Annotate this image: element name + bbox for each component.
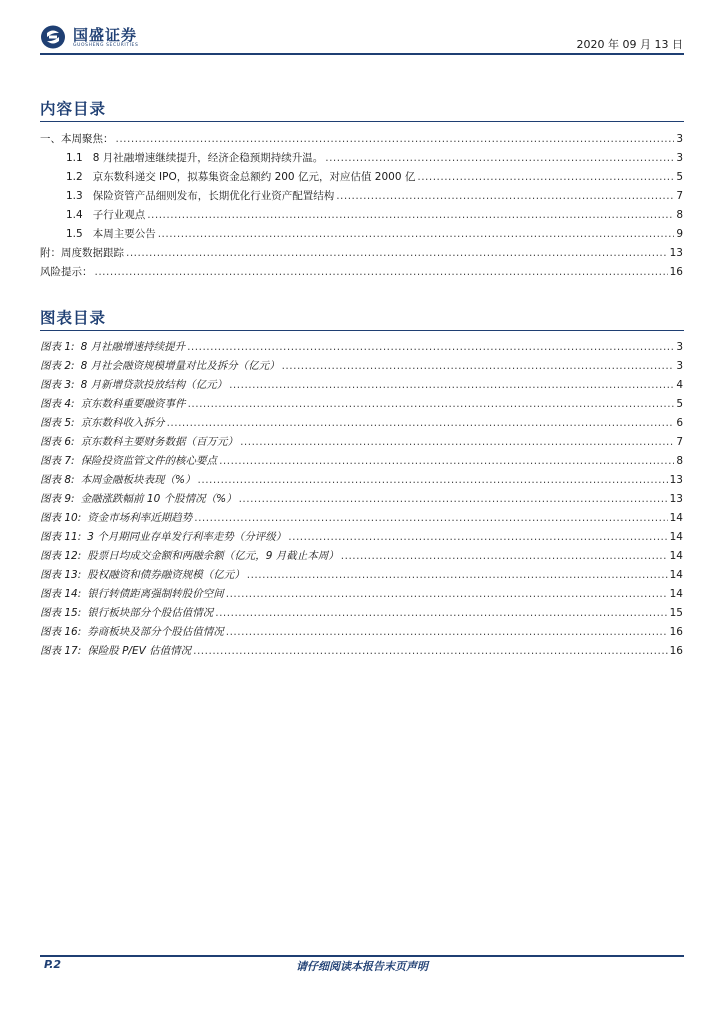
figure-entry[interactable] (40, 587, 683, 601)
toc-entry-text: 京东数科递交 IPO，拟募集资金总额约 200 亿元，对应估值 2000 亿 (92, 171, 416, 183)
figure-entry[interactable] (40, 435, 683, 449)
toc-entry-text: 子行业观点 (92, 209, 146, 221)
toc-entry-number: 1.5 (66, 228, 83, 240)
figures-title: 图表目录 (40, 309, 107, 327)
footer-disclaimer: 请仔细阅读本报告末页声明 (296, 960, 428, 973)
toc-entry[interactable] (66, 189, 683, 203)
toc-entry-page: 7 (676, 190, 683, 202)
figure-leader (229, 378, 674, 392)
toc-entry-number: 1.2 (66, 171, 83, 183)
figure-entry[interactable] (40, 340, 683, 354)
toc-entry-page: 13 (669, 247, 683, 259)
figure-leader (193, 644, 668, 658)
figure-entry-text: 本周金融板块表现（%） (80, 474, 196, 486)
figure-entry-text: 股权融资和债券融资规模（亿元） (87, 569, 245, 581)
toc-entry[interactable] (66, 170, 683, 184)
figure-entry-text: 股票日均成交金额和两融余额（亿元，9 月截止本周） (87, 550, 339, 562)
figure-entry[interactable] (40, 568, 683, 582)
figure-entry-label: 图表 10: (40, 512, 82, 524)
figure-entry-page: 6 (676, 417, 683, 429)
toc-leader (336, 189, 674, 203)
figure-entry-text: 3 个月期同业存单发行利率走势（分评级） (87, 531, 287, 543)
toc-leader (95, 265, 668, 279)
figure-entry[interactable] (40, 378, 683, 392)
company-name: 国盛证券 (73, 26, 138, 44)
figure-leader (226, 587, 668, 601)
figure-entry[interactable] (40, 397, 683, 411)
figure-entry-label: 图表 16: (40, 626, 82, 638)
figure-entry-page: 14 (669, 569, 683, 581)
figure-leader (187, 340, 674, 354)
figure-leader (198, 473, 668, 487)
figure-entry[interactable] (40, 454, 683, 468)
figure-entry-page: 7 (676, 436, 683, 448)
figure-entry[interactable] (40, 359, 683, 373)
figure-leader (239, 492, 668, 506)
figure-entry[interactable] (40, 492, 683, 506)
toc-entry[interactable] (40, 246, 683, 260)
toc-entry-text: 保险资管产品细则发布，长期优化行业资产配置结构 (92, 190, 335, 202)
figure-entry[interactable] (40, 549, 683, 563)
figure-entry-page: 8 (676, 455, 683, 467)
footer-divider (40, 955, 684, 957)
figure-entry-label: 图表 12: (40, 550, 82, 562)
figure-entry-label: 图表 7: (40, 455, 75, 467)
toc-entry-text: 风险提示： (40, 266, 93, 278)
toc-leader (116, 132, 675, 146)
figure-entry-text: 8 月社会融资规模增量对比及拆分（亿元） (80, 360, 280, 372)
figure-leader (288, 530, 667, 544)
figure-entry-page: 3 (676, 360, 683, 372)
figure-entry-label: 图表 15: (40, 607, 82, 619)
toc-entry-text: 附：周度数据跟踪 (40, 247, 124, 259)
figure-entry-label: 图表 8: (40, 474, 75, 486)
toc-leader (417, 170, 674, 184)
figure-entry[interactable] (40, 530, 683, 544)
toc-entry-page: 8 (676, 209, 683, 221)
toc-leader (158, 227, 675, 241)
toc-title: 内容目录 (40, 100, 107, 118)
figure-entry-page: 5 (676, 398, 683, 410)
figure-entry-label: 图表 13: (40, 569, 82, 581)
figure-entry-text: 8 月新增贷款投放结构（亿元） (80, 379, 228, 391)
figure-entry-label: 图表 9: (40, 493, 75, 505)
figure-entry[interactable] (40, 416, 683, 430)
figure-entry-page: 4 (676, 379, 683, 391)
toc-entry-page: 16 (669, 266, 683, 278)
figure-leader (167, 416, 675, 430)
figure-entry[interactable] (40, 511, 683, 525)
figure-entry-text: 银行转债距离强制转股价空间 (87, 588, 224, 600)
figure-leader (247, 568, 668, 582)
figure-entry-page: 13 (669, 493, 683, 505)
toc-leader (126, 246, 668, 260)
page-number: P.2 (44, 958, 62, 971)
figure-entry-page: 3 (676, 341, 683, 353)
figure-entry-page: 13 (669, 474, 683, 486)
toc-entry-number: 1.4 (66, 209, 83, 221)
figure-entry-text: 保险投资监管文件的核心要点 (80, 455, 218, 467)
figure-entry[interactable] (40, 473, 683, 487)
company-sub-name: GUOSHENG SECURITIES (73, 43, 139, 48)
toc-entry-text: 一、本周聚焦： (40, 133, 114, 145)
figure-entry-text: 金融涨跌幅前 10 个股情况（%） (80, 493, 237, 505)
figure-entry-page: 14 (669, 588, 683, 600)
header-divider (40, 53, 684, 55)
toc-entry-page: 3 (676, 133, 683, 145)
figure-entry-text: 京东数科重要融资事件 (80, 398, 186, 410)
figure-entry-label: 图表 5: (40, 417, 75, 429)
figure-entry[interactable] (40, 625, 683, 639)
figure-entry-label: 图表 11: (40, 531, 82, 543)
figure-leader (188, 397, 675, 411)
toc-entry[interactable] (66, 227, 683, 241)
figure-leader (215, 606, 667, 620)
figure-entry-label: 图表 17: (40, 645, 82, 657)
toc-entry-page: 5 (676, 171, 683, 183)
toc-entry-number: 1.1 (66, 152, 83, 164)
toc-entry-text: 8 月社融增速继续提升，经济企稳预期持续升温。 (92, 152, 324, 164)
company-logo-icon (40, 24, 68, 50)
figure-entry-label: 图表 3: (40, 379, 75, 391)
figure-entry-text: 京东数科收入拆分 (80, 417, 165, 429)
figure-entry-label: 图表 14: (40, 588, 82, 600)
figure-entry-page: 16 (669, 645, 683, 657)
toc-entry-text: 本周主要公告 (92, 228, 156, 240)
figure-leader (282, 359, 675, 373)
figures-title-rule (40, 330, 684, 331)
toc-entry-page: 9 (676, 228, 683, 240)
figure-entry-page: 14 (669, 550, 683, 562)
page-header (0, 0, 724, 56)
toc-entry[interactable] (40, 132, 683, 146)
figure-entry-label: 图表 2: (40, 360, 75, 372)
figure-entry-label: 图表 1: (40, 341, 75, 353)
figure-entry-page: 15 (669, 607, 683, 619)
figure-leader (240, 435, 674, 449)
figure-entry-page: 14 (669, 512, 683, 524)
figure-entry-label: 图表 6: (40, 436, 75, 448)
figure-entry-label: 图表 4: (40, 398, 75, 410)
figure-leader (226, 625, 668, 639)
figure-entry-text: 保险股 P/EV 估值情况 (87, 645, 192, 657)
toc-entry[interactable] (66, 208, 683, 222)
figure-entry[interactable] (40, 644, 683, 658)
toc-entry-number: 1.3 (66, 190, 83, 202)
toc-leader (325, 151, 674, 165)
figure-entry-text: 券商板块及部分个股估值情况 (87, 626, 224, 638)
company-logo (40, 24, 160, 50)
toc-entry[interactable] (40, 265, 683, 279)
toc-entry[interactable] (66, 151, 683, 165)
figure-entry-text: 京东数科主要财务数据（百万元） (80, 436, 239, 448)
report-date: 2020 年 09 月 13 日 (576, 38, 683, 51)
figure-entry-page: 14 (669, 531, 683, 543)
toc-entry-page: 3 (676, 152, 683, 164)
figure-entry-text: 银行板块部分个股估值情况 (87, 607, 214, 619)
figure-entry-text: 8 月社融增速持续提升 (80, 341, 186, 353)
figure-entry-page: 16 (669, 626, 683, 638)
figure-entry-text: 资金市场利率近期趋势 (87, 512, 193, 524)
toc-leader (147, 208, 674, 222)
figure-leader (194, 511, 667, 525)
toc-title-rule (40, 121, 684, 122)
figure-leader (219, 454, 674, 468)
figure-leader (341, 549, 668, 563)
figure-entry[interactable] (40, 606, 683, 620)
